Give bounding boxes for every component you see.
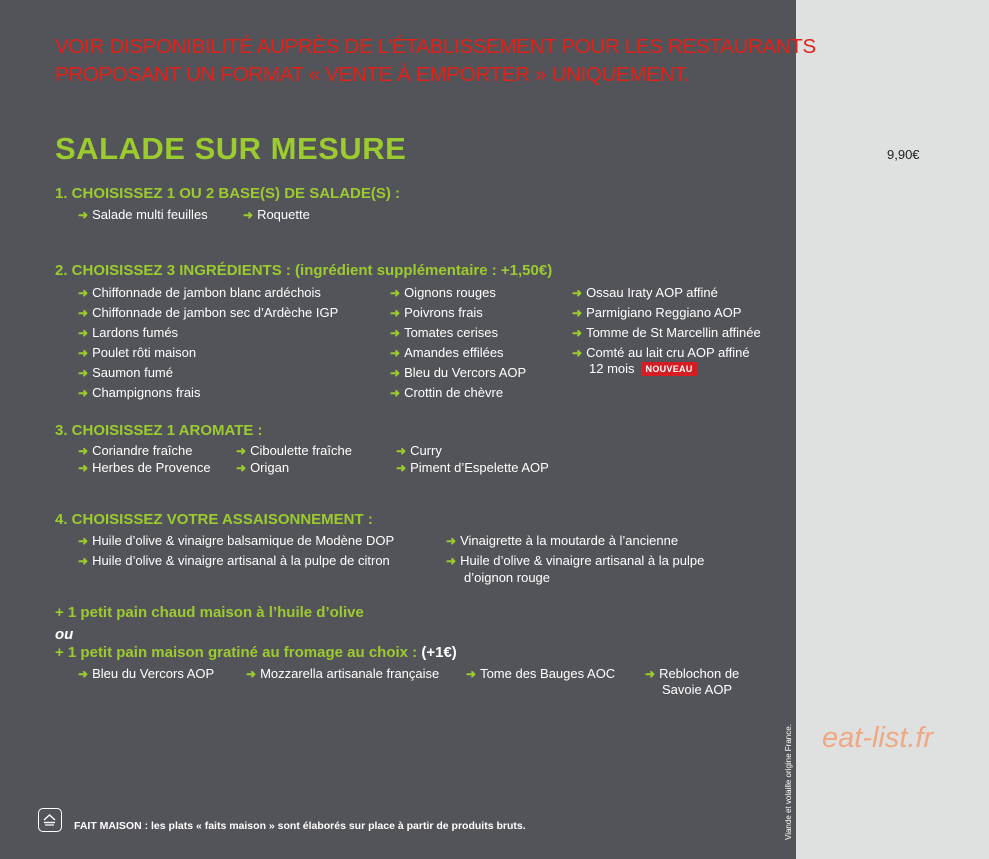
origin-note: Viande et volaille origine France. xyxy=(784,724,793,840)
bread-option-2-surcharge: (+1€) xyxy=(421,644,457,661)
list-item: ➜ Reblochon de xyxy=(645,666,740,681)
arrow-icon: ➜ xyxy=(572,346,583,360)
arrow-icon: ➜ xyxy=(390,326,401,340)
notice-line-1: VOIR DISPONIBILITÉ AUPRÈS DE L’ÉTABLISSEMENT POUR LES RESTAURANTS xyxy=(55,35,816,58)
arrow-icon: ➜ xyxy=(243,208,254,222)
arrow-icon: ➜ xyxy=(78,346,89,360)
arrow-icon: ➜ xyxy=(446,554,457,568)
new-badge: NOUVEAU xyxy=(641,362,698,376)
list-item: ➜ Poivrons frais xyxy=(390,305,483,320)
list-item: ➜ Tomme de St Marcellin affinée xyxy=(572,325,761,340)
arrow-icon: ➜ xyxy=(645,667,656,681)
list-item: ➜ Parmigiano Reggiano AOP xyxy=(572,305,742,320)
step1-heading: 1. CHOISISSEZ 1 OU 2 BASE(S) DE SALADE(S) : xyxy=(55,185,401,202)
list-item: ➜ Poulet rôti maison xyxy=(78,345,197,360)
list-item: ➜ Lardons fumés xyxy=(78,325,179,340)
arrow-icon: ➜ xyxy=(572,306,583,320)
arrow-icon: ➜ xyxy=(78,208,89,222)
arrow-icon: ➜ xyxy=(78,534,89,548)
arrow-icon: ➜ xyxy=(572,286,583,300)
list-item: ➜ Huile d’olive & vinaigre artisanal à la pulpe xyxy=(446,553,705,568)
list-item: ➜ Piment d’Espelette AOP xyxy=(396,460,549,475)
arrow-icon: ➜ xyxy=(390,306,401,320)
list-item: ➜ Huile d’olive & vinaigre balsamique de Modène DOP xyxy=(78,533,395,548)
watermark: eat-list.fr xyxy=(822,722,934,754)
list-item: ➜ Ossau Iraty AOP affiné xyxy=(572,285,718,300)
list-item: ➜ Crottin de chèvre xyxy=(390,385,504,400)
arrow-icon: ➜ xyxy=(78,386,89,400)
arrow-icon: ➜ xyxy=(390,286,401,300)
arrow-icon: ➜ xyxy=(78,366,89,380)
arrow-icon: ➜ xyxy=(466,667,477,681)
arrow-icon: ➜ xyxy=(78,444,89,458)
list-item: ➜ Herbes de Provence xyxy=(78,460,211,475)
list-item: ➜ Origan xyxy=(236,460,290,475)
arrow-icon: ➜ xyxy=(246,667,257,681)
list-item: ➜ Oignons rouges xyxy=(390,285,496,300)
fait-maison-icon xyxy=(38,808,62,832)
step2-heading: 2. CHOISISSEZ 3 INGRÉDIENTS : (ingrédient supplémentaire : +1,50€) xyxy=(55,262,553,279)
page-title: SALADE SUR MESURE xyxy=(55,131,407,166)
arrow-icon: ➜ xyxy=(446,534,457,548)
list-item: ➜ Chiffonnade de jambon blanc ardéchois xyxy=(78,285,321,300)
list-item: ➜ Saumon fumé xyxy=(78,365,173,380)
arrow-icon: ➜ xyxy=(396,444,407,458)
price: 9,90€ xyxy=(887,147,920,162)
list-item: ➜ Vinaigrette à la moutarde à l’ancienne xyxy=(446,533,679,548)
list-item: ➜ Coriandre fraîche xyxy=(78,443,193,458)
list-item-continuation: 12 mois NOUVEAU xyxy=(589,361,698,376)
list-item: ➜ Tomates cerises xyxy=(390,325,498,340)
step4-heading: 4. CHOISISSEZ VOTRE ASSAISONNEMENT : xyxy=(55,511,373,528)
notice-line-2: PROPOSANT UN FORMAT « VENTE À EMPORTER » UNIQUEMENT. xyxy=(55,63,690,86)
arrow-icon: ➜ xyxy=(390,346,401,360)
arrow-icon: ➜ xyxy=(78,554,89,568)
list-item: ➜ Ciboulette fraîche xyxy=(236,443,352,458)
arrow-icon: ➜ xyxy=(390,366,401,380)
arrow-icon: ➜ xyxy=(390,386,401,400)
arrow-icon: ➜ xyxy=(78,286,89,300)
arrow-icon: ➜ xyxy=(236,461,247,475)
list-item: ➜ Amandes effilées xyxy=(390,345,504,360)
or-separator: ou xyxy=(55,626,74,643)
list-item: ➜ Curry xyxy=(396,443,442,458)
list-item-continuation: Savoie AOP xyxy=(662,682,733,697)
list-item: ➜ Comté au lait cru AOP affiné xyxy=(572,345,750,360)
list-item-continuation: d’oignon rouge xyxy=(464,570,551,585)
arrow-icon: ➜ xyxy=(78,326,89,340)
step3-heading: 3. CHOISISSEZ 1 AROMATE : xyxy=(55,422,263,439)
list-item: ➜ Salade multi feuilles xyxy=(78,207,208,222)
arrow-icon: ➜ xyxy=(236,444,247,458)
list-item: ➜ Mozzarella artisanale française xyxy=(246,666,440,681)
arrow-icon: ➜ xyxy=(396,461,407,475)
list-item: ➜ Bleu du Vercors AOP xyxy=(78,666,215,681)
list-item: ➜ Tome des Bauges AOC xyxy=(466,666,616,681)
list-item: ➜ Champignons frais xyxy=(78,385,201,400)
bread-option-2: + 1 petit pain maison gratiné au fromage au choix : (+1€) xyxy=(55,644,457,661)
arrow-icon: ➜ xyxy=(78,306,89,320)
list-item: ➜ Chiffonnade de jambon sec d’Ardèche IGP xyxy=(78,305,339,320)
arrow-icon: ➜ xyxy=(572,326,583,340)
arrow-icon: ➜ xyxy=(78,461,89,475)
list-item: ➜ Roquette xyxy=(243,207,310,222)
footer-note: FAIT MAISON : les plats « faits maison » sont élaborés sur place à partir de produits bruts. xyxy=(74,820,526,832)
list-item: ➜ Huile d’olive & vinaigre artisanal à la pulpe de citron xyxy=(78,553,390,568)
bread-option-1: + 1 petit pain chaud maison à l’huile d’olive xyxy=(55,604,364,621)
arrow-icon: ➜ xyxy=(78,667,89,681)
list-item: ➜ Bleu du Vercors AOP xyxy=(390,365,527,380)
